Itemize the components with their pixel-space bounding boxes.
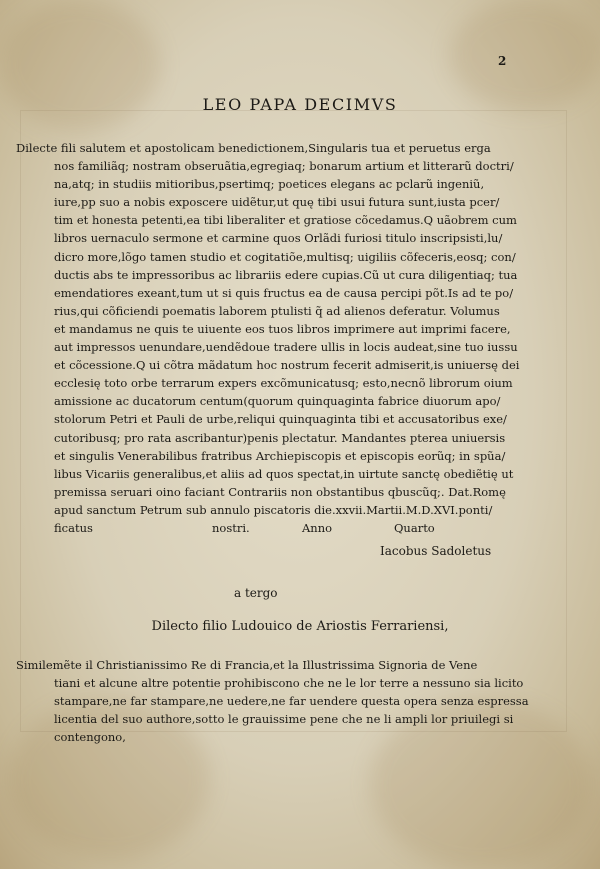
letter-line: emendatiores exeant,tum ut si quis fructus ea de causa percipi põt.Is ad te po/ — [54, 285, 514, 300]
letter-final-line — [16, 519, 542, 537]
a-tergo-note: a tergo — [234, 586, 278, 600]
privilege-line: stampare,ne far stampare,ne uedere,ne far uendere questa opera senza espressa — [54, 694, 529, 708]
page-number: 2 — [498, 54, 507, 68]
papal-letter — [16, 139, 542, 537]
page-heading: LEO PAPA DECIMVS — [202, 95, 398, 114]
privilege-line: contengono, — [54, 730, 126, 744]
letter-final-word: ficatus — [54, 520, 93, 535]
letter-line: ductis abs te impressoribus ac librariis edere cupias.Cũ ut cura diligentiaq; tua — [54, 267, 518, 282]
letter-line: aut impressos uenundare,uendẽdoue tradere ullis in locis audeat,sine tuo iussu — [54, 340, 518, 355]
privilege-line: licentia del suo authore,sotto le grauissime pene che ne li ampli lor priuilegi si — [54, 712, 514, 726]
address-line: Dilecto filio Ludouico de Ariostis Ferrariensi, — [151, 619, 449, 634]
letter-line: apud sanctum Petrum sub annulo piscatoris die.xxvii.Martii.M.D.XVI.ponti/ — [54, 502, 493, 517]
letter-line: premissa seruari oino faciant Contrariis non obstantibus qbuscũq;. Dat.Romę — [54, 484, 506, 499]
letter-line: et singulis Venerabilibus fratribus Archiepiscopis et episcopis eorũq; in spũa/ — [54, 448, 506, 463]
letter-line: et mandamus ne quis te uiuente eos tuos libros imprimere aut imprimi facere, — [54, 321, 511, 336]
age-stain — [450, 0, 600, 110]
privilege-line: Similemẽte il Christianissimo Re di Francia,et la Illustrissima Signoria de Vene — [16, 658, 478, 672]
signature: Iacobus Sadoletus — [380, 544, 492, 558]
letter-final-word: nostri. — [212, 520, 250, 535]
letter-final-word: Anno — [302, 520, 333, 535]
privilege-notice — [16, 656, 546, 746]
letter-line: na,atq; in studiis mitioribus,psertimq; poetices elegans ac pclarũ ingeniũ, — [54, 177, 485, 192]
letter-line: et cõcessione.Q ui cõtra mãdatum hoc nostrum fecerit admiserit,is uniuersę dei — [54, 358, 520, 373]
letter-line: amissione ac ducatorum centum(quorum quinquaginta fabrice diuorum apo/ — [54, 394, 501, 409]
letter-line: cutoribusq; pro rata ascribantur)penis plectatur. Mandantes pterea uniuersis — [54, 430, 506, 445]
letter-line: rius,qui cõficiendi poematis laborem ptulisti q̃ ad alienos deferatur. Volumus — [54, 303, 500, 318]
letter-line: dicro more,lõgo tamen studio et cogitatiõe,multisq; uigiliis cõfeceris,eosq; con/ — [54, 249, 516, 264]
letter-line: iure,pp suo a nobis exposcere uidẽtur,ut quę tibi usui futura sunt,iusta pcer/ — [54, 195, 500, 210]
letter-line: Dilecte fili salutem et apostolicam benedictionem,Singularis tua et peruetus erga — [16, 141, 491, 155]
letter-final-word: Quarto — [394, 520, 435, 535]
letter-line: stolorum Petri et Pauli de urbe,reliqui quinquaginta tibi et accusatoribus exe/ — [54, 412, 507, 427]
letter-line: libus Vicariis generalibus,et aliis ad quos spectat,in uirtute sanctę obediẽtię ut — [54, 466, 514, 481]
privilege-line: tiani et alcune altre potentie prohibiscono che ne le lor terre a nessuno sia licito — [54, 676, 524, 690]
letter-line: libros uernaculo sermone et carmine quos Orlãdi furiosi titulo inscripsisti,lu/ — [54, 231, 503, 246]
letter-line: nos familiãq; nostram obseruãtia,egregiaq; bonarum artium et litterarũ doctri/ — [54, 159, 514, 174]
letter-line: tim et honesta petenti,ea tibi liberaliter et gratiose cõcedamus.Q uãobrem cum — [54, 213, 517, 228]
letter-line: ecclesię toto orbe terrarum expers excõmunicatusq; esto,necnõ librorum oium — [54, 376, 513, 391]
